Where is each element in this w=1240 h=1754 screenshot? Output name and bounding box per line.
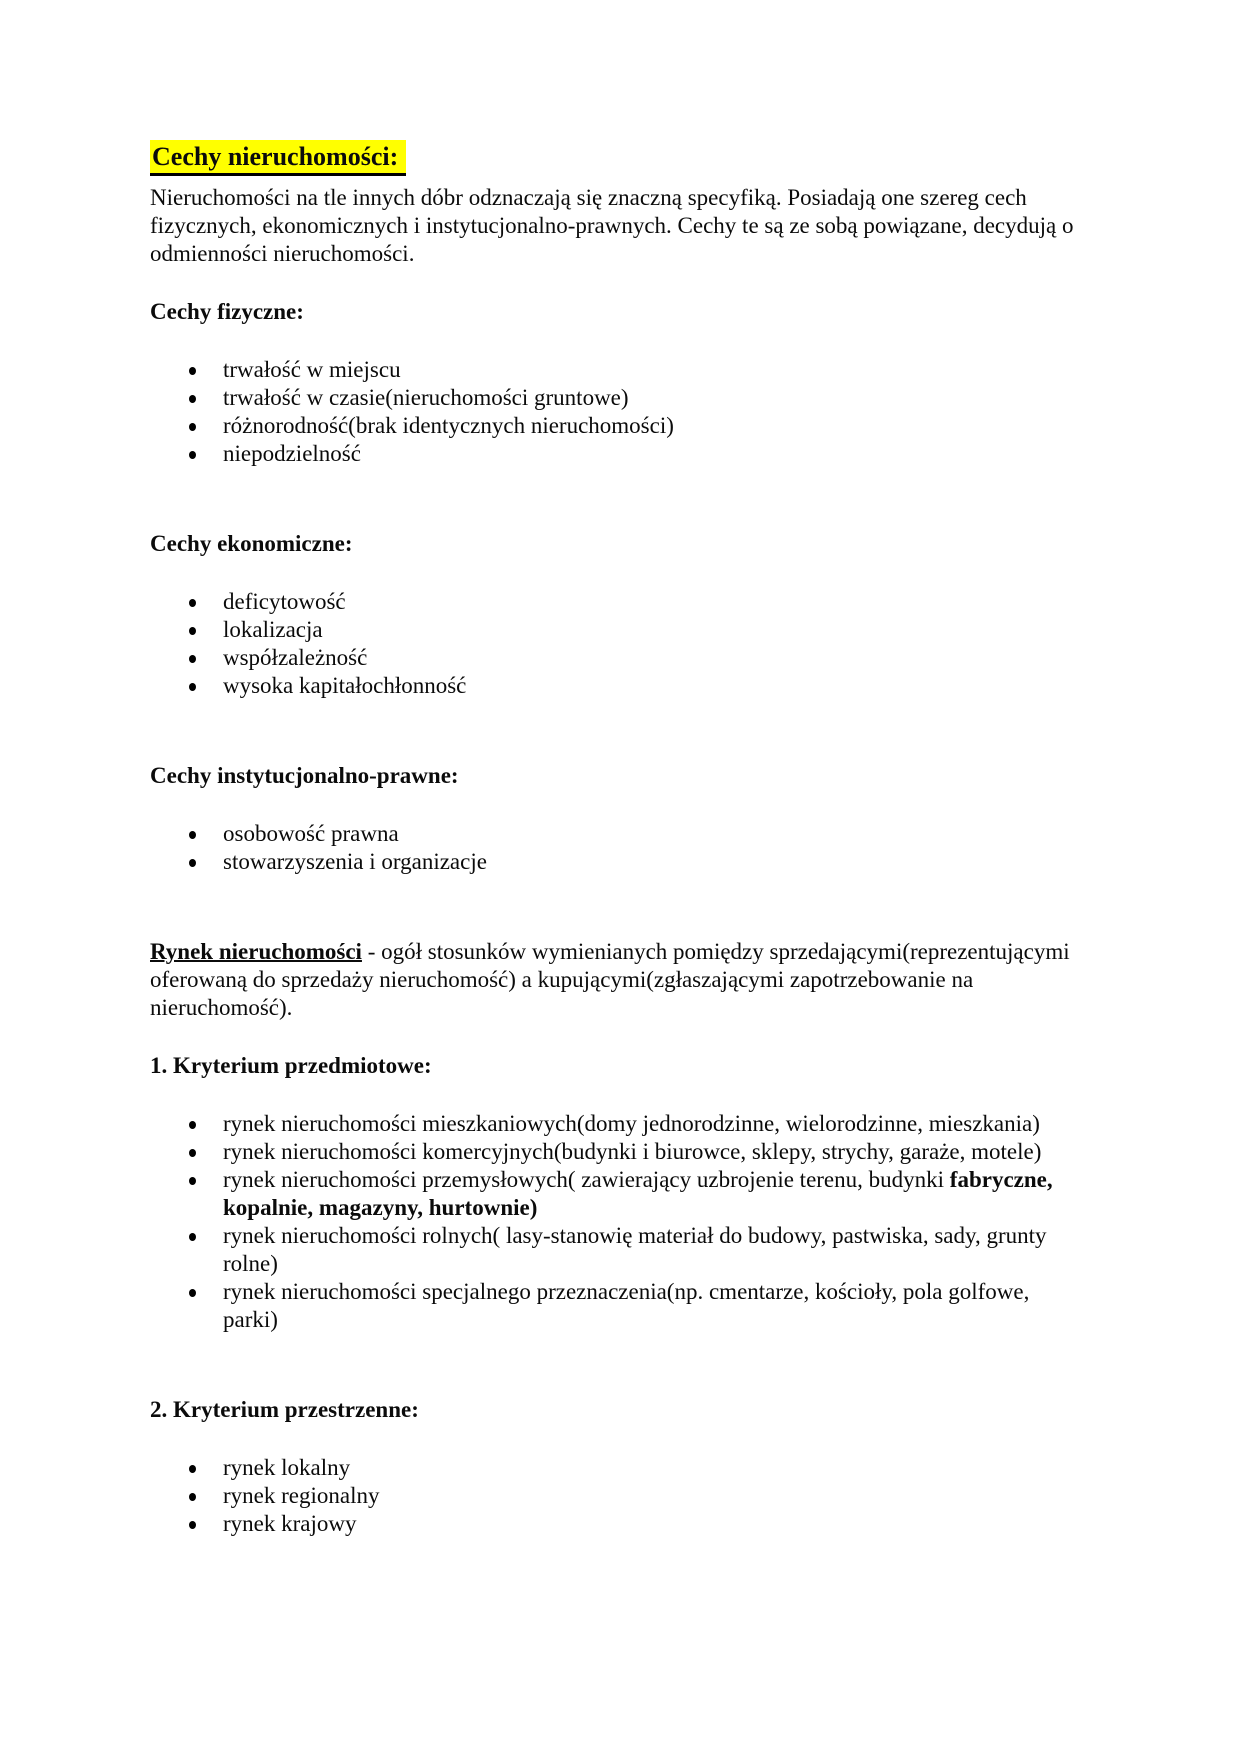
- bullet-icon: [189, 655, 196, 663]
- list-item-text: osobowość prawna: [223, 821, 399, 846]
- section-physical-features: [150, 298, 1090, 468]
- section-criterion-spatial: [150, 1396, 1090, 1538]
- list-item-text: trwałość w czasie(nieruchomości gruntowe): [223, 385, 629, 410]
- bullet-list: [150, 1454, 1090, 1538]
- list-item-text: rynek regionalny: [223, 1483, 380, 1508]
- section-heading: Cechy fizyczne:: [150, 299, 304, 324]
- bullet-icon: [189, 683, 196, 691]
- section-legal-features: [150, 762, 1090, 876]
- list-item-text: niepodzielność: [223, 441, 361, 466]
- bullet-icon: [189, 1121, 196, 1129]
- bullet-icon: [189, 1233, 196, 1241]
- bullet-list: [150, 1110, 1090, 1334]
- list-item-text: deficytowość: [223, 589, 346, 614]
- bullet-icon: [189, 451, 196, 459]
- bullet-list: [150, 820, 1090, 876]
- bullet-list: [150, 356, 1090, 468]
- list-item: [150, 848, 1090, 876]
- title-highlight: Cechy nieruchomości:: [150, 140, 406, 176]
- list-item: [150, 644, 1090, 672]
- list-item-text: rynek nieruchomości komercyjnych(budynki i biurowce, sklepy, strychy, garaże, motele): [223, 1139, 1042, 1164]
- list-item: [150, 1110, 1090, 1138]
- list-item-text: różnorodność(brak identycznych nieruchomości): [223, 413, 674, 438]
- section-heading: Cechy ekonomiczne:: [150, 531, 353, 556]
- list-item: [150, 412, 1090, 440]
- section-economic-features: [150, 530, 1090, 700]
- list-item: [150, 440, 1090, 468]
- bullet-icon: [189, 599, 196, 607]
- list-item: [150, 672, 1090, 700]
- list-item: [150, 1454, 1090, 1482]
- bullet-icon: [189, 1289, 196, 1297]
- bullet-icon: [189, 1521, 196, 1529]
- list-item-text: rynek krajowy: [223, 1511, 357, 1536]
- list-item: [150, 1166, 1090, 1222]
- list-item-bold-text: fabryczne, kopalnie, magazyny, hurtownie): [223, 1167, 1053, 1220]
- list-item-text: lokalizacja: [223, 617, 323, 642]
- section-criterion-subject: [150, 1052, 1090, 1334]
- list-item: [150, 1278, 1090, 1334]
- list-item: [150, 1482, 1090, 1510]
- bullet-icon: [189, 1149, 196, 1157]
- list-item: [150, 820, 1090, 848]
- list-item-text: rynek nieruchomości przemysłowych( zawierający uzbrojenie terenu, budynki: [223, 1167, 945, 1192]
- list-item-text: rynek lokalny: [223, 1455, 351, 1480]
- list-item-text: trwałość w miejscu: [223, 357, 401, 382]
- intro-paragraph: Nieruchomości na tle innych dóbr odznaczają się znaczną specyfiką. Posiadają one szereg cech fizycznych, ekonomicznych i instytucjonalno-prawnych. Cechy te są ze sobą powiązane, decydują o odmienności nieruchomości.: [150, 185, 1074, 266]
- list-item-text: współzależność: [223, 645, 368, 670]
- bullet-icon: [189, 1465, 196, 1473]
- bullet-icon: [189, 395, 196, 403]
- list-item: [150, 384, 1090, 412]
- bullet-icon: [189, 423, 196, 431]
- definition-text: - ogół stosunków wymienianych pomiędzy sprzedającymi(reprezentującymi oferowaną do sprzedaży nieruchomość) a kupującymi(zgłaszającymi zapotrzebowanie na nieruchomość).: [150, 939, 1070, 1020]
- list-item: [150, 616, 1090, 644]
- definition-paragraph: [150, 938, 1090, 1022]
- bullet-icon: [189, 1177, 196, 1185]
- list-item-text: rynek nieruchomości mieszkaniowych(domy jednorodzinne, wielorodzinne, mieszkania): [223, 1111, 1040, 1136]
- bullet-list: [150, 588, 1090, 700]
- page-title: [150, 140, 1090, 176]
- bullet-icon: [189, 1493, 196, 1501]
- list-item: [150, 588, 1090, 616]
- bullet-icon: [189, 367, 196, 375]
- list-item-text: rynek nieruchomości rolnych( lasy-stanowię materiał do budowy, pastwiska, sady, grunty rolne): [223, 1223, 1047, 1276]
- bullet-icon: [189, 627, 196, 635]
- list-item-text: stowarzyszenia i organizacje: [223, 849, 487, 874]
- section-heading: 2. Kryterium przestrzenne:: [150, 1397, 419, 1422]
- section-heading: 1. Kryterium przedmiotowe:: [150, 1053, 432, 1078]
- list-item: [150, 356, 1090, 384]
- bullet-icon: [189, 859, 196, 867]
- bullet-icon: [189, 831, 196, 839]
- list-item: [150, 1222, 1090, 1278]
- list-item-text: rynek nieruchomości specjalnego przeznaczenia(np. cmentarze, kościoły, pola golfowe, parki): [223, 1279, 1030, 1332]
- definition-term: Rynek nieruchomości: [150, 939, 362, 964]
- list-item: [150, 1138, 1090, 1166]
- list-item-text: wysoka kapitałochłonność: [223, 673, 467, 698]
- list-item: [150, 1510, 1090, 1538]
- section-heading: Cechy instytucjonalno-prawne:: [150, 763, 459, 788]
